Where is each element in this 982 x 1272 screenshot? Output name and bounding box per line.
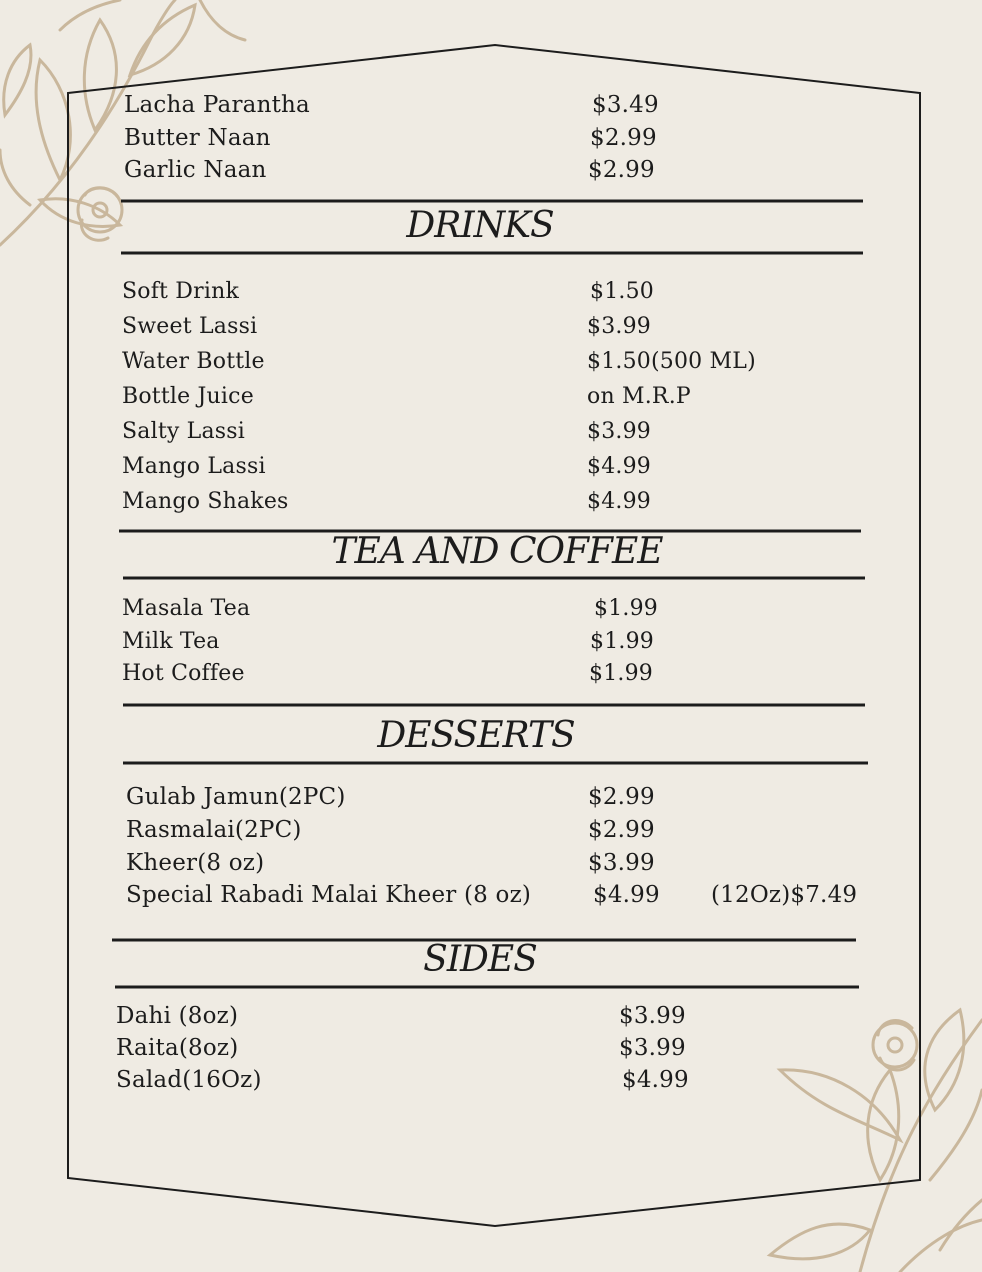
menu-item-name: Hot Coffee xyxy=(122,661,245,686)
menu-item-name: Bottle Juice xyxy=(122,384,254,409)
menu-item-name: Sweet Lassi xyxy=(122,314,258,339)
menu-item-name: Masala Tea xyxy=(122,596,251,621)
menu-item-name: Mango Shakes xyxy=(122,489,289,514)
section-title-drinks: DRINKS xyxy=(406,205,554,246)
menu-item-price: $3.99 xyxy=(619,1035,686,1061)
menu-item-price: $4.99 xyxy=(622,1067,689,1093)
menu-item-price: $1.50(500 ML) xyxy=(587,349,756,374)
menu-item-name: Milk Tea xyxy=(122,629,220,654)
menu-item-price: $4.99 xyxy=(587,489,651,514)
menu-item-name: Garlic Naan xyxy=(124,157,267,183)
menu-item-name: Water Bottle xyxy=(122,349,265,374)
menu-item-name: Gulab Jamun(2PC) xyxy=(126,784,346,810)
menu-item-name: Special Rabadi Malai Kheer (8 oz) xyxy=(126,882,532,908)
menu-item-name: Soft Drink xyxy=(122,279,239,304)
menu-item-price: $1.99 xyxy=(594,596,658,621)
section-title-desserts: DESSERTS xyxy=(377,715,575,756)
menu-item-name: Lacha Parantha xyxy=(124,92,310,118)
menu-item-alt-price: (12Oz)$7.49 xyxy=(711,882,858,908)
section-title-tea-and-coffee: TEA AND COFFEE xyxy=(331,531,663,572)
menu-item-price: $2.99 xyxy=(588,784,655,810)
menu-item-name: Salad(16Oz) xyxy=(116,1067,262,1093)
menu-item-name: Mango Lassi xyxy=(122,454,266,479)
menu-item-name: Kheer(8 oz) xyxy=(126,850,265,876)
section-title-sides: SIDES xyxy=(423,939,537,980)
menu-item-price: on M.R.P xyxy=(587,384,691,409)
menu-item-price: $1.50 xyxy=(590,279,654,304)
menu-item-price: $4.99 xyxy=(587,454,651,479)
menu-item-price: $2.99 xyxy=(588,157,655,183)
menu-item-name: Raita(8oz) xyxy=(116,1035,239,1061)
menu-item-price: $3.99 xyxy=(588,850,655,876)
menu-item-name: Rasmalai(2PC) xyxy=(126,817,302,843)
menu-item-price: $4.99 xyxy=(593,882,660,908)
menu-item-price: $3.99 xyxy=(587,314,651,339)
menu-item-price: $3.99 xyxy=(587,419,651,444)
menu-item-price: $3.49 xyxy=(592,92,659,118)
menu-item-name: Dahi (8oz) xyxy=(116,1003,239,1029)
menu-item-name: Salty Lassi xyxy=(122,419,246,444)
menu-item-price: $1.99 xyxy=(589,661,653,686)
menu-item-name: Butter Naan xyxy=(124,125,271,151)
menu-item-price: $2.99 xyxy=(588,817,655,843)
menu-item-price: $3.99 xyxy=(619,1003,686,1029)
menu-item-price: $2.99 xyxy=(590,125,657,151)
menu-item-price: $1.99 xyxy=(590,629,654,654)
